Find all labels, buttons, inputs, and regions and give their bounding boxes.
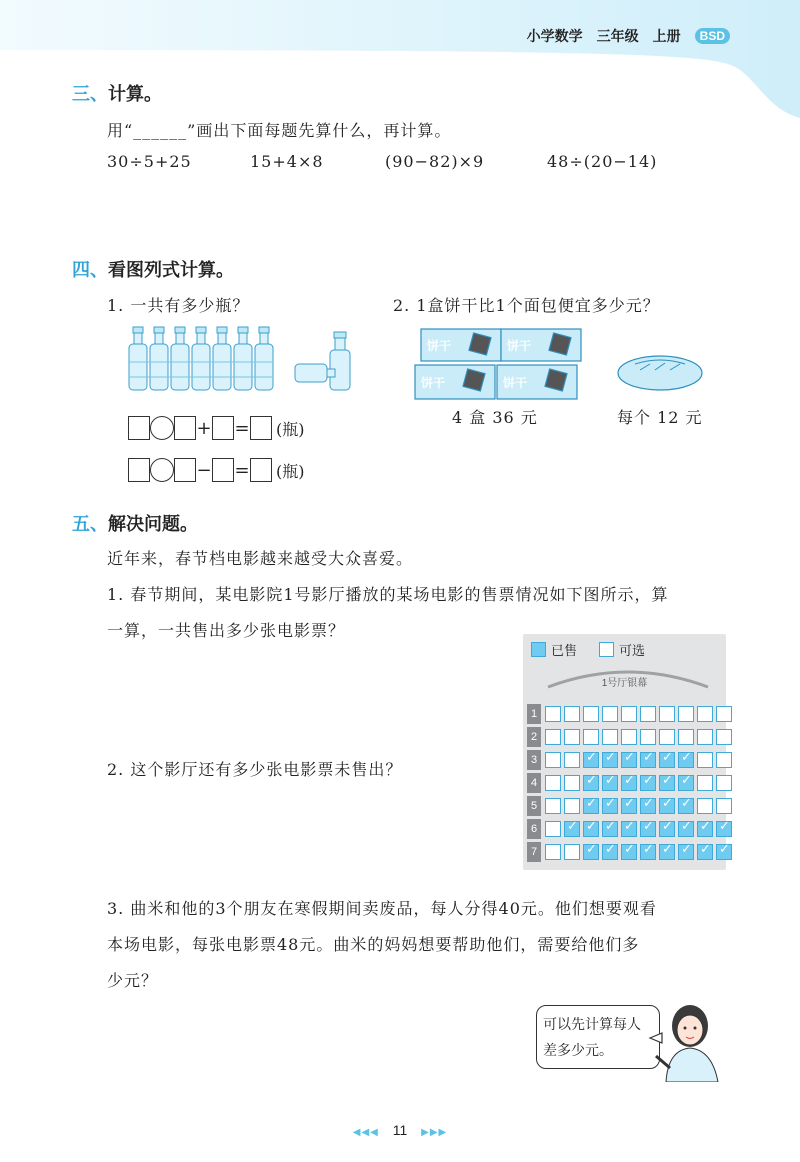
seat-available: [564, 752, 580, 768]
seat-available: [583, 706, 599, 722]
problem-1: 30÷5+25: [107, 152, 192, 171]
seat-sold: [583, 844, 599, 860]
answer-box[interactable]: [212, 458, 234, 482]
seat-sold: [640, 821, 656, 837]
seat-row: [527, 773, 735, 793]
minus-sign: −: [196, 459, 212, 481]
seat-available: [697, 706, 713, 722]
problem-2: 15+4×8: [250, 152, 324, 171]
seat-chart: [523, 634, 726, 870]
biscuit-label: 饼干: [503, 376, 528, 390]
seat-row: [527, 727, 735, 747]
seat-available: [545, 798, 561, 814]
seat-sold: [659, 798, 675, 814]
answer-box[interactable]: [250, 458, 272, 482]
seat-sold: [678, 821, 694, 837]
left-arrows-icon: ◀◀◀: [352, 1127, 379, 1138]
unit-label: (瓶): [276, 461, 305, 481]
row-number: 4: [527, 773, 541, 793]
row-number: 6: [527, 819, 541, 839]
seat-available: [716, 729, 732, 745]
section5-number: 五、: [72, 514, 108, 535]
problem-3: (90−82)×9: [385, 152, 485, 171]
seat-sold: [602, 844, 618, 860]
seat-available: [545, 844, 561, 860]
legend-available-label: 可选: [619, 643, 646, 658]
seat-available: [545, 729, 561, 745]
section5-q1-line1: 1. 春节期间，某电影院1号影厅播放的某场电影的售票情况如下图所示，算: [107, 585, 669, 604]
seat-sold: [659, 752, 675, 768]
legend-sold-label: 已售: [551, 643, 578, 658]
answer-box[interactable]: [128, 416, 150, 440]
seat-sold: [621, 844, 637, 860]
seat-row: [527, 842, 735, 862]
seat-available: [697, 729, 713, 745]
seat-sold: [640, 844, 656, 860]
answer-box[interactable]: [250, 416, 272, 440]
plus-sign: +: [196, 417, 212, 439]
seat-available: [564, 798, 580, 814]
seat-sold: [640, 752, 656, 768]
row-number: 2: [527, 727, 541, 747]
section3-number: 三、: [72, 84, 108, 105]
seat-available: [545, 775, 561, 791]
answer-box[interactable]: [128, 458, 150, 482]
seat-available: [640, 729, 656, 745]
seat-sold: [602, 775, 618, 791]
answer-box[interactable]: [174, 458, 196, 482]
equals-sign: =: [234, 459, 250, 481]
right-arrows-icon: ▶▶▶: [421, 1127, 448, 1138]
seat-row: [527, 796, 735, 816]
problem-4: 48÷(20−14): [547, 152, 658, 171]
header-band: [0, 0, 800, 130]
equals-sign: =: [234, 417, 250, 439]
seat-sold: [583, 775, 599, 791]
section5-q1-line2: 一算，一共售出多少张电影票？: [107, 621, 346, 640]
row-number: 1: [527, 704, 541, 724]
seat-sold: [602, 798, 618, 814]
seat-available: [583, 729, 599, 745]
seat-available: [716, 752, 732, 768]
seat-sold: [621, 752, 637, 768]
seat-sold: [602, 752, 618, 768]
equation-row-2: [128, 458, 305, 482]
page-number: 11: [392, 1122, 408, 1138]
seat-available: [716, 798, 732, 814]
row-number: 3: [527, 750, 541, 770]
seat-sold: [621, 821, 637, 837]
bread-price: 每个 12 元: [617, 408, 703, 427]
seat-available: [564, 844, 580, 860]
legend-available: [599, 640, 645, 659]
seat-sold: [583, 752, 599, 768]
seat-sold: [678, 798, 694, 814]
biscuit-price: 4 盒 36 元: [452, 408, 538, 427]
section3-heading: [72, 80, 162, 106]
seat-available: [545, 752, 561, 768]
seat-row: [527, 704, 735, 724]
seat-row: [527, 750, 735, 770]
biscuit-label: 饼干: [507, 339, 532, 353]
seat-available: [602, 729, 618, 745]
header-volume: 上册: [652, 28, 681, 44]
header-grade: 三年级: [596, 28, 639, 44]
seat-available: [697, 798, 713, 814]
seat-available: [564, 775, 580, 791]
legend-sold: [531, 640, 577, 659]
biscuit-label: 饼干: [427, 339, 452, 353]
seat-available: [545, 706, 561, 722]
section5-title: 解决问题。: [108, 514, 198, 535]
seat-row: [527, 819, 735, 839]
seat-available: [697, 775, 713, 791]
section4-heading: [72, 256, 234, 282]
seat-sold: [659, 821, 675, 837]
row-number: 5: [527, 796, 541, 816]
character-illustration: [648, 998, 728, 1082]
header-badge: BSD: [695, 28, 730, 44]
header-info: [527, 26, 730, 46]
section5-q3-line2: 本场电影，每张电影票48元。曲米的妈妈想要帮助他们，需要给他们多: [107, 935, 640, 954]
bottles-illustration: [125, 322, 365, 394]
seat-available: [716, 775, 732, 791]
section4-number: 四、: [72, 260, 108, 281]
seat-available: [716, 706, 732, 722]
row-number: 7: [527, 842, 541, 862]
seat-available: [621, 706, 637, 722]
seat-sold: [678, 844, 694, 860]
speech-bubble: 可以先计算每人差多少元。: [536, 1005, 660, 1069]
header-subject: 小学数学: [526, 28, 583, 44]
seat-sold: [640, 775, 656, 791]
operator-circle[interactable]: [150, 416, 174, 440]
section5-q3-line1: 3. 曲米和他的3个朋友在寒假期间卖废品，每人分得40元。他们想要观看: [107, 899, 657, 918]
screen-label: 1号厅银幕: [601, 678, 648, 689]
equation-row-1: [128, 416, 305, 440]
section5-intro: 近年来，春节档电影越来越受大众喜爱。: [107, 549, 414, 568]
seat-sold: [697, 821, 713, 837]
section4-title: 看图列式计算。: [108, 260, 234, 281]
sold-legend-icon: [531, 642, 546, 657]
page-footer: [0, 1122, 800, 1138]
seat-available: [545, 821, 561, 837]
seat-available: [659, 729, 675, 745]
biscuit-label: 饼干: [421, 376, 446, 390]
seat-sold: [583, 821, 599, 837]
seat-sold: [621, 775, 637, 791]
section5-q3-line3: 少元？: [107, 971, 159, 990]
bread-illustration: [615, 350, 705, 396]
unit-label: (瓶): [276, 419, 305, 439]
answer-box[interactable]: [174, 416, 196, 440]
section3-title: 计算。: [108, 84, 162, 105]
operator-circle[interactable]: [150, 458, 174, 482]
available-legend-icon: [599, 642, 614, 657]
seat-sold: [678, 775, 694, 791]
seat-sold: [564, 821, 580, 837]
section5-heading: [72, 510, 198, 536]
seat-available: [697, 752, 713, 768]
seat-sold: [716, 844, 732, 860]
seat-available: [659, 706, 675, 722]
seat-available: [621, 729, 637, 745]
section3-instruction: 用“______”画出下面每题先算什么，再计算。: [107, 121, 452, 140]
seat-sold: [678, 752, 694, 768]
section5-q2: 2. 这个影厅还有多少张电影票未售出？: [107, 760, 403, 779]
seat-sold: [716, 821, 732, 837]
seat-sold: [621, 798, 637, 814]
seat-sold: [583, 798, 599, 814]
seat-available: [564, 706, 580, 722]
seat-available: [602, 706, 618, 722]
seat-available: [564, 729, 580, 745]
seat-available: [640, 706, 656, 722]
seat-sold: [659, 775, 675, 791]
seat-sold: [697, 844, 713, 860]
seat-sold: [659, 844, 675, 860]
seat-sold: [602, 821, 618, 837]
answer-box[interactable]: [212, 416, 234, 440]
section4-q2-label: 2. 1盒饼干比1个面包便宜多少元？: [393, 296, 660, 315]
section4-q1-label: 1. 一共有多少瓶？: [107, 296, 250, 315]
seat-available: [678, 706, 694, 722]
seat-sold: [640, 798, 656, 814]
seat-available: [678, 729, 694, 745]
